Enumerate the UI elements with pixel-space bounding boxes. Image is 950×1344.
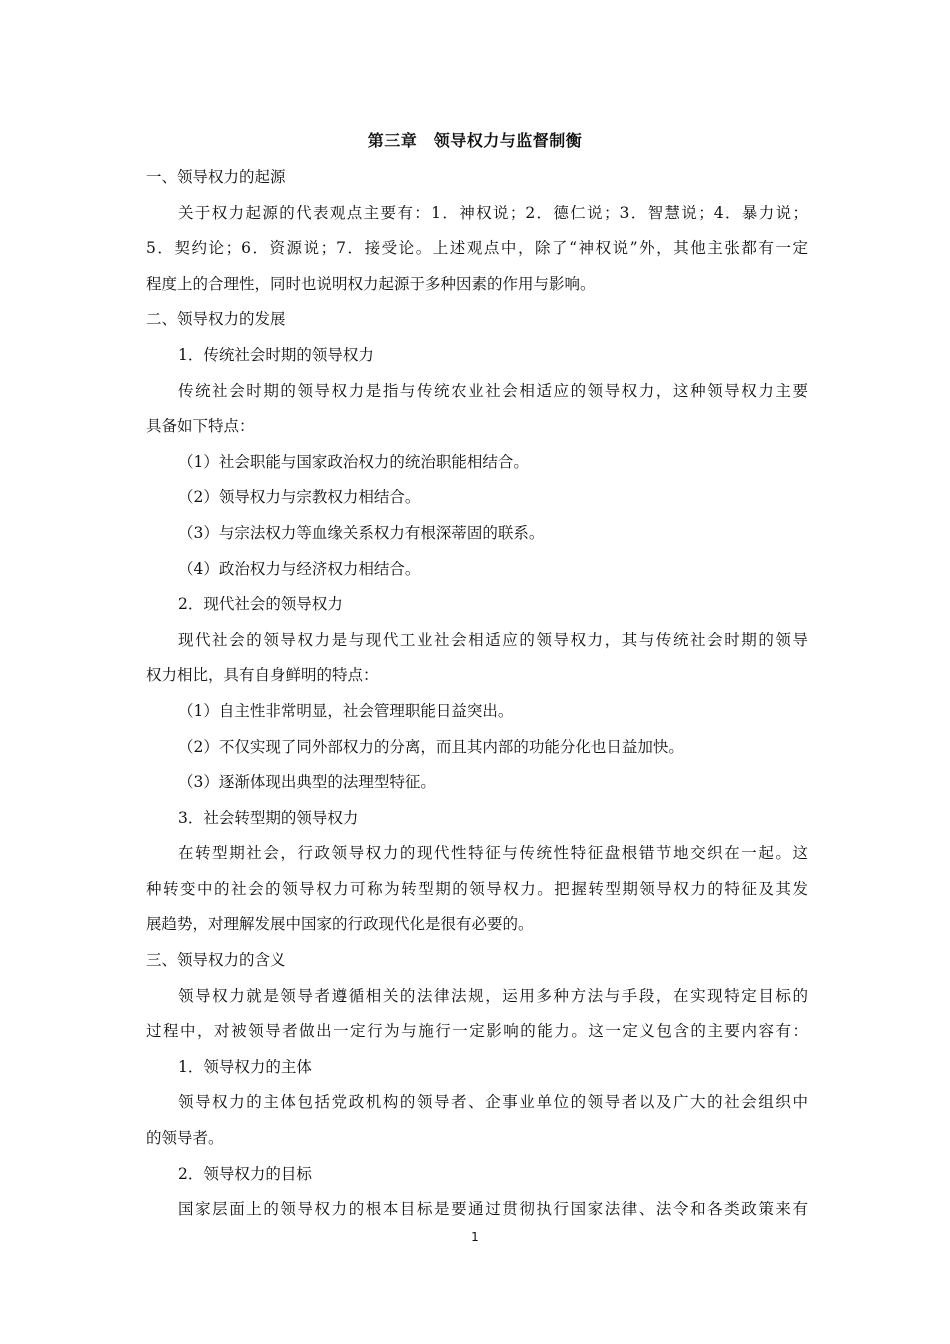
text-line: 领导权力就是领导者遵循相关的法律法规，运用多种方法与手段，在实现特定目标的: [178, 986, 808, 1005]
text-line: 领导权力的主体包括党政机构的领导者、企事业单位的领导者以及广大的社会组织中: [178, 1093, 808, 1112]
text-line: 3．社会转型期的领导权力: [178, 808, 359, 827]
text-line: 关于权力起源的代表观点主要有：1．神权说；2．德仁说；3．智慧说；4．暴力说；: [178, 203, 808, 222]
text-line: 的领导者。: [146, 1129, 224, 1148]
text-line: 具备如下特点：: [146, 417, 255, 436]
text-line: 1．领导权力的主体: [178, 1057, 312, 1076]
document-body: [146, 160, 808, 1228]
text-line: （2）领导权力与宗教权力相结合。: [178, 488, 421, 507]
text-line: 过程中，对被领导者做出一定行为与施行一定影响的能力。这一定义包含的主要内容有：: [146, 1022, 808, 1041]
text-line: 国家层面上的领导权力的根本目标是要通过贯彻执行国家法律、法令和各类政策来有: [178, 1200, 808, 1219]
text-line: 三、领导权力的含义: [146, 951, 286, 970]
text-line: 5．契约论；6．资源说；7．接受论。上述观点中，除了“神权说”外，其他主张都有一定: [146, 239, 808, 258]
text-line: （3）逐渐体现出典型的法理型特征。: [178, 773, 436, 792]
text-line: 1．传统社会时期的领导权力: [178, 345, 374, 364]
text-line: （1）社会职能与国家政治权力的统治职能相结合。: [178, 452, 529, 471]
text-line: 传统社会时期的领导权力是指与传统农业社会相适应的领导权力，这种领导权力主要: [178, 381, 808, 400]
text-line: （2）不仅实现了同外部权力的分离，而且其内部的功能分化也日益加快。: [178, 737, 684, 756]
text-line: 程度上的合理性，同时也说明权力起源于多种因素的作用与影响。: [146, 274, 596, 293]
text-line: 在转型期社会，行政领导权力的现代性特征与传统性特征盘根错节地交织在一起。这: [178, 844, 808, 863]
text-line: 现代社会的领导权力是与现代工业社会相适应的领导权力，其与传统社会时期的领导: [178, 630, 808, 649]
text-line: 种转变中的社会的领导权力可称为转型期的领导权力。把握转型期领导权力的特征及其发: [146, 879, 808, 898]
text-line: 2．领导权力的目标: [178, 1164, 312, 1183]
text-line: 二、领导权力的发展: [146, 310, 286, 329]
chapter-title: 第三章 领导权力与监督制衡: [367, 131, 583, 150]
text-line: 一、领导权力的起源: [146, 168, 286, 186]
text-line: （4）政治权力与经济权力相结合。: [178, 559, 421, 578]
text-line: 2．现代社会的领导权力: [178, 595, 343, 614]
page-number: 1: [471, 1230, 479, 1244]
text-line: （1）自主性非常明显，社会管理职能日益突出。: [178, 701, 514, 720]
text-line: （3）与宗法权力等血缘关系权力有根深蒂固的联系。: [178, 523, 545, 542]
text-line: 权力相比，具有自身鲜明的特点：: [146, 666, 379, 685]
text-line: 展趋势，对理解发展中国家的行政现代化是很有必要的。: [146, 915, 534, 934]
